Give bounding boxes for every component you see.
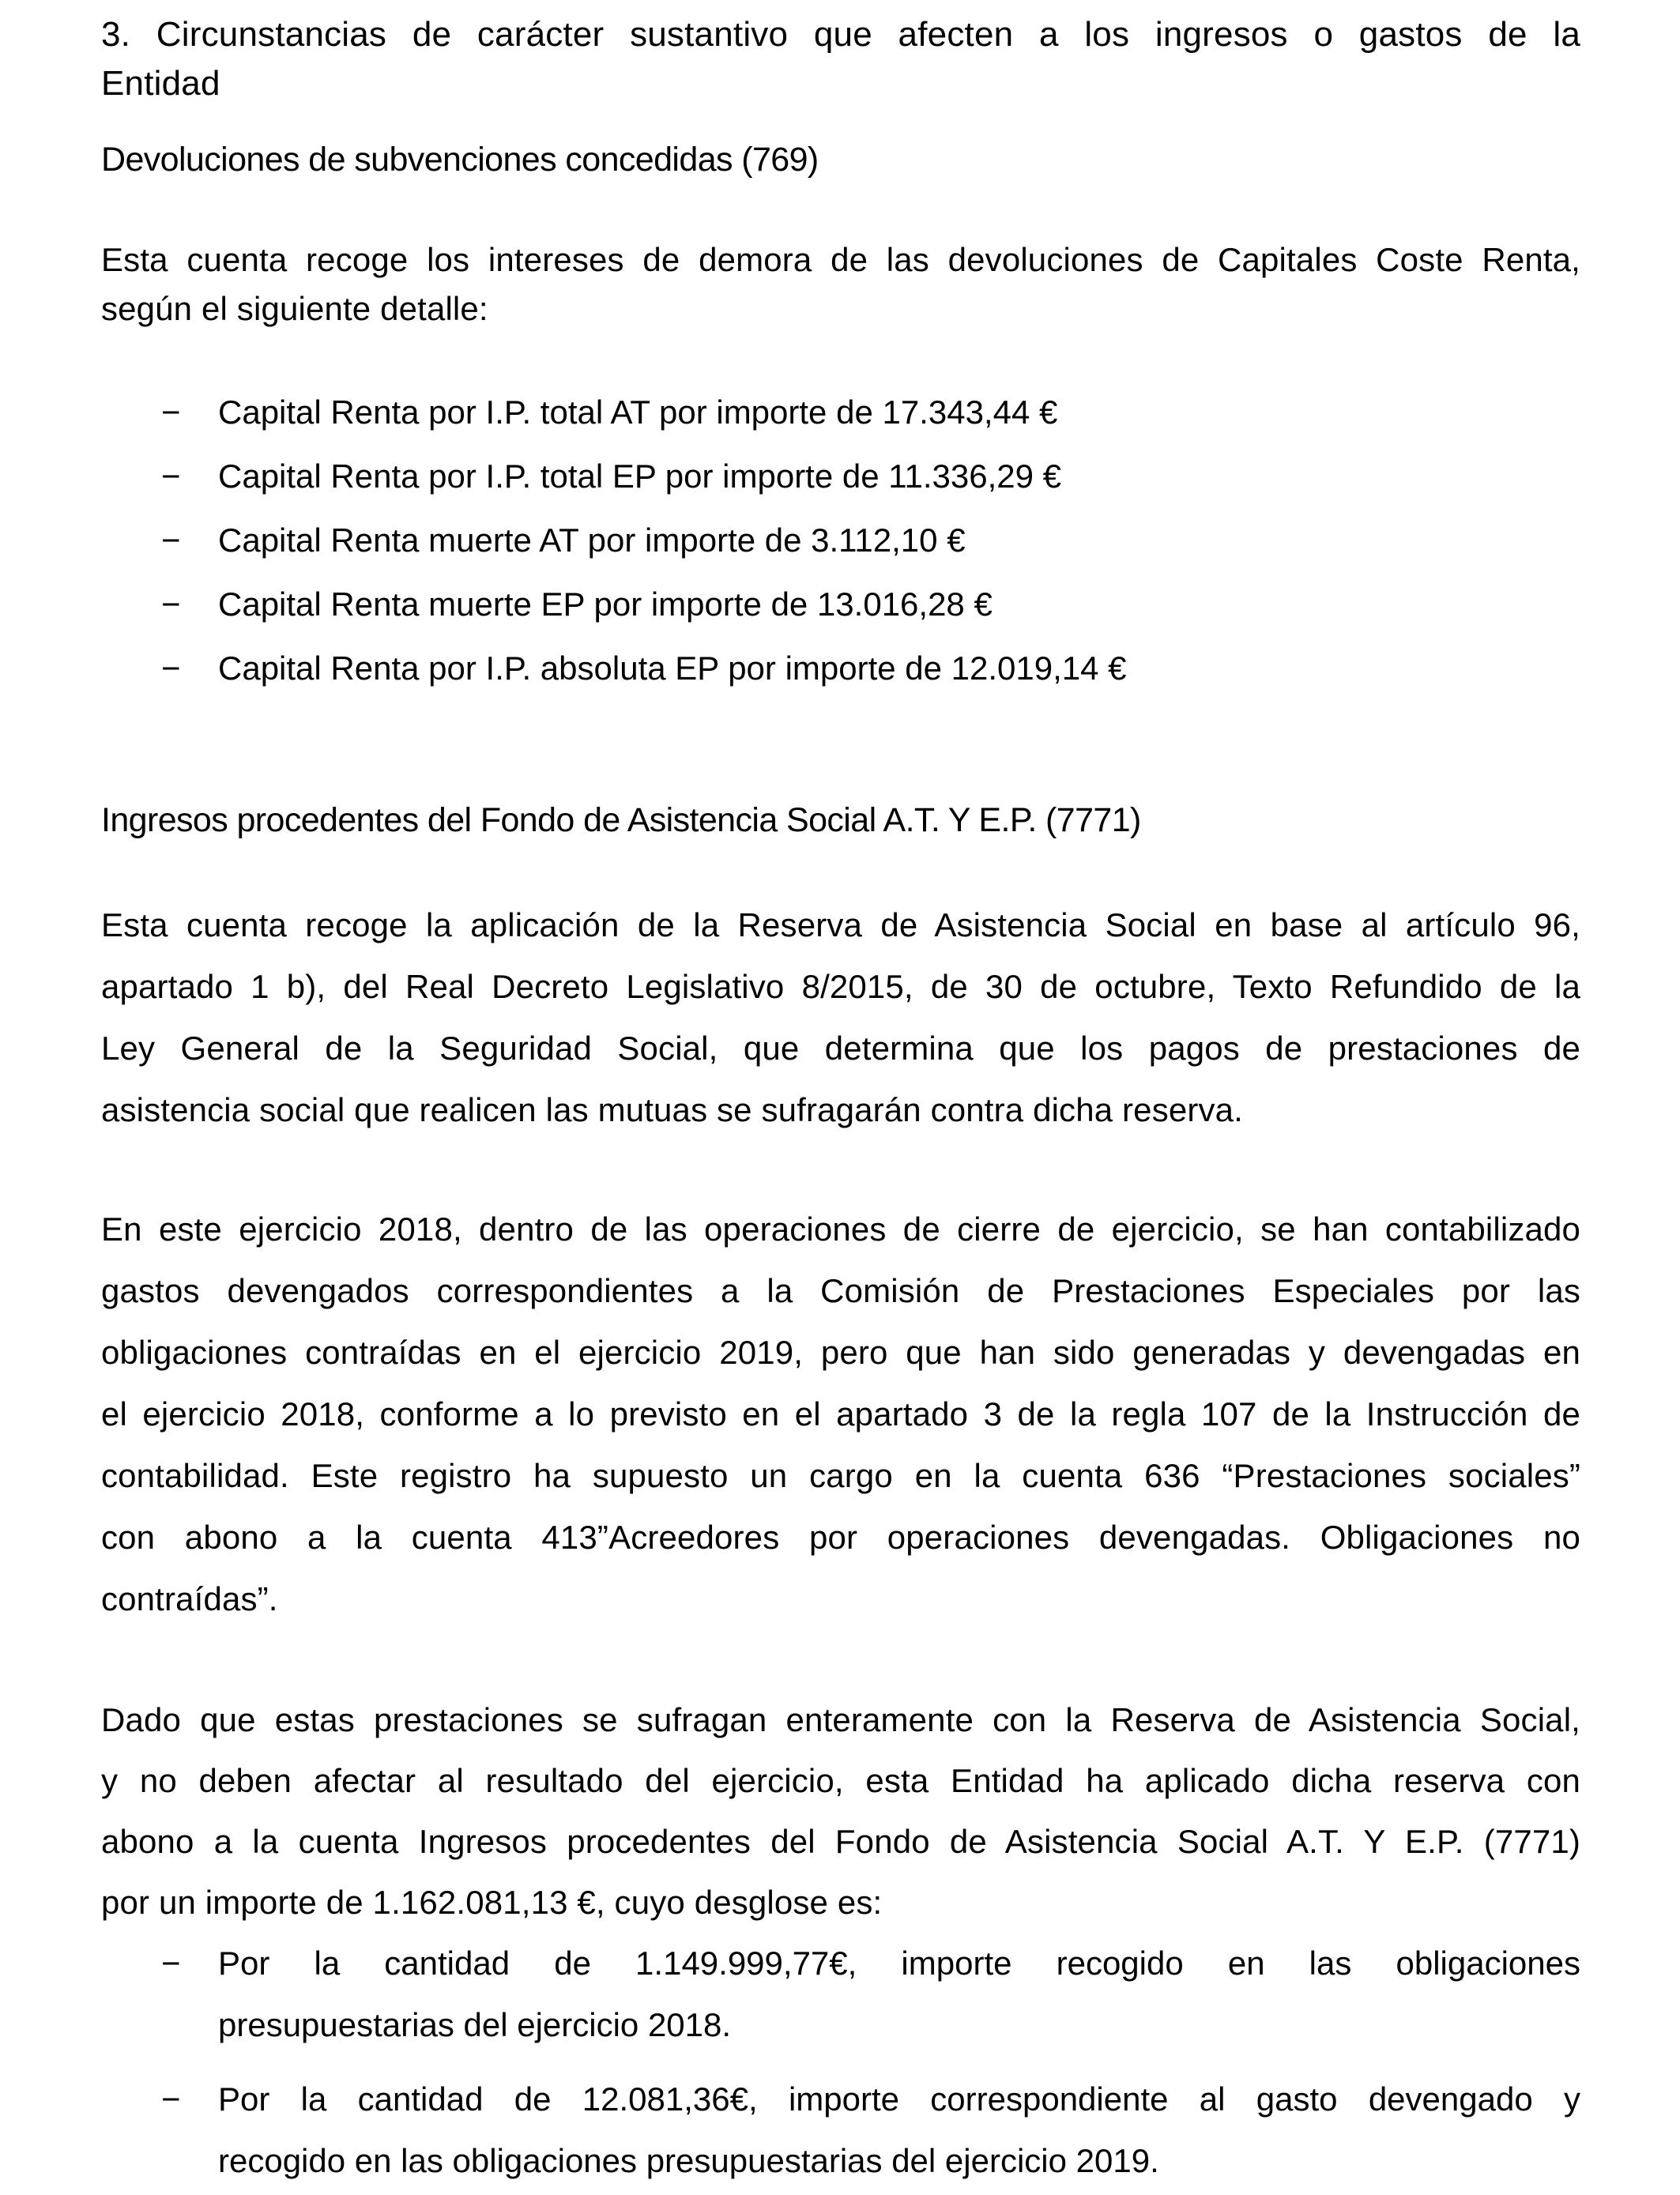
paragraph-line: gastos devengados correspondientes a la Comisión de Prestaciones Especiales por las <box>101 1272 1580 1309</box>
paragraph-line: el ejercicio 2018, conforme a lo previsto en el apartado 3 de la regla 107 de la Instrucción de <box>101 1395 1580 1433</box>
subsection-769-intro <box>101 235 1580 333</box>
paragraph-line: asistencia social que realicen las mutuas se sufragarán contra dicha reserva. <box>101 1091 1243 1128</box>
list-item <box>101 387 1580 438</box>
list-item <box>101 515 1580 566</box>
paragraph-line: por un importe de 1.162.081,13 €, cuyo desglose es: <box>101 1884 883 1921</box>
dash-bullet-icon: − <box>161 457 181 495</box>
list-item-text: Capital Renta muerte AT por importe de 3.112,10 € <box>218 521 966 559</box>
list-item <box>101 643 1580 694</box>
paragraph-ejercicio-2018 <box>101 1199 1580 1630</box>
intro-line: Esta cuenta recoge los intereses de demora de las devoluciones de Capitales Coste Renta, <box>101 241 1580 278</box>
list-item-text: Capital Renta por I.P. total AT por importe de 17.343,44 € <box>218 393 1058 431</box>
list-item-text <box>218 2069 1580 2192</box>
list-item-text: Capital Renta por I.P. absoluta EP por importe de 12.019,14 € <box>218 649 1127 687</box>
list-item-line: Por la cantidad de 1.149.999,77€, importe recogido en las obligaciones <box>218 1945 1580 1982</box>
list-item-line: recogido en las obligaciones presupuestarias del ejercicio 2019. <box>218 2142 1159 2179</box>
paragraph-line: con abono a la cuenta 413”Acreedores por operaciones devengadas. Obligaciones no <box>101 1519 1580 1556</box>
paragraph-line: Dado que estas prestaciones se sufragan enteramente con la Reserva de Asistencia Social, <box>101 1701 1580 1738</box>
list-item <box>101 579 1580 630</box>
list-item-text: Capital Renta por I.P. total EP por importe de 11.336,29 € <box>218 457 1062 495</box>
list-item-text: Capital Renta muerte EP por importe de 13.016,28 € <box>218 585 993 623</box>
list-item-text <box>218 1933 1580 2056</box>
dash-bullet-icon: − <box>161 393 181 431</box>
list-item-line: Por la cantidad de 12.081,36€, importe correspondiente al gasto devengado y <box>218 2080 1580 2118</box>
dash-bullet-icon: − <box>161 2080 181 2118</box>
paragraph-line: Ley General de la Seguridad Social, que determina que los pagos de prestaciones de <box>101 1030 1580 1067</box>
list-item-line: presupuestarias del ejercicio 2018. <box>218 2006 732 2043</box>
subsection-heading-769: Devoluciones de subvenciones concedidas (769) <box>101 141 819 179</box>
paragraph-line: contraídas”. <box>101 1580 278 1617</box>
dash-bullet-icon: − <box>161 1945 181 1982</box>
paragraph-line: abono a la cuenta Ingresos procedentes del Fondo de Asistencia Social A.T. Y E.P. (7771) <box>101 1823 1580 1860</box>
dash-bullet-icon: − <box>161 585 181 623</box>
section-title-line1: 3. Circunstancias de carácter sustantivo que afecten a los ingresos o gastos de la <box>101 15 1580 54</box>
paragraph-line: y no deben afectar al resultado del ejercicio, esta Entidad ha aplicado dicha reserva con <box>101 1762 1580 1799</box>
dash-bullet-icon: − <box>161 521 181 559</box>
paragraph-desglose <box>101 1689 1580 1933</box>
subsection-heading-7771: Ingresos procedentes del Fondo de Asistencia Social A.T. Y E.P. (7771) <box>101 801 1141 839</box>
dash-bullet-icon: − <box>161 649 181 687</box>
paragraph-line: En este ejercicio 2018, dentro de las operaciones de cierre de ejercicio, se han contabilizado <box>101 1210 1580 1248</box>
paragraph-line: Esta cuenta recoge la aplicación de la Reserva de Asistencia Social en base al artículo 96, <box>101 906 1580 943</box>
list-item <box>101 2069 1580 2195</box>
paragraph-line: obligaciones contraídas en el ejercicio 2019, pero que han sido generadas y devengadas en <box>101 1334 1580 1371</box>
paragraph-line: apartado 1 b), del Real Decreto Legislativo 8/2015, de 30 de octubre, Texto Refundido de la <box>101 968 1580 1005</box>
section-title-line2: Entidad <box>101 64 220 103</box>
intro-line: según el siguiente detalle: <box>101 290 488 327</box>
paragraph-line: contabilidad. Este registro ha supuesto un cargo en la cuenta 636 “Prestaciones sociales” <box>101 1457 1580 1494</box>
paragraph-reserva-asistencia <box>101 894 1580 1141</box>
list-item <box>101 451 1580 502</box>
list-item <box>101 1933 1580 2059</box>
